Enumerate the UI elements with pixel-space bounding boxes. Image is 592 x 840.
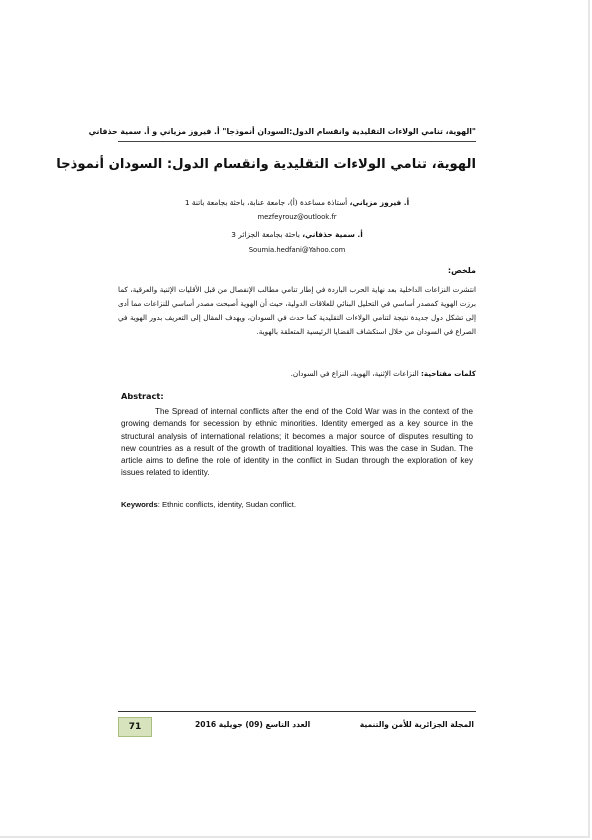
english-abstract-text: The Spread of internal conflicts after the end of the Cold War was in the context of the growing demands for secession by ethnic minorities. Identity emerged as a key source in the structural analysis of international relations; it becomes a major source of disputes resulting to new countries as a result of the growth of traditional loyalties. This was the case in Sudan. The article aims to define the role of identity in the conflict in Sudan through the exploration of key issues related to identity.: [121, 407, 473, 478]
author-2-affiliation: باحثة بجامعة الجزائر 3: [231, 230, 300, 239]
author-2-name: أ. سمية حذفاني،: [302, 230, 363, 239]
english-keywords-list: : Ethnic conflicts, identity, Sudan conflict.: [157, 500, 297, 509]
author-2-line: [118, 230, 476, 239]
author-1-name: أ. فيروز مزياني،: [349, 198, 410, 207]
english-keywords: [121, 500, 296, 509]
author-1-email: mezfeyrouz@outlook.fr: [257, 213, 337, 221]
author-1-line: [118, 198, 476, 207]
arabic-abstract-heading: ملخص:: [447, 266, 476, 275]
page-number: 71: [118, 717, 152, 737]
arabic-keywords-list: النزاعات الإثنية، الهوية، النزاع في السودان.: [290, 369, 419, 378]
arabic-keywords: [118, 369, 476, 378]
arabic-abstract-text: انتشرت النزاعات الداخلية بعد نهاية الحرب الباردة في إطار تنامي مطالب الإنفصال من قبل الأقليات الإثنية والعرقية، كما برزت الهوية كمصدر أساسي في التحليل البنائي للعلاقات الدولية، حيث أن الهوية أصبحت مصدر أساسي للنزاعات مما أدى إلى تشكل دول جديدة نتيجة لتنامي الولاءات التقليدية كما حدث في السودان، ويهدف المقال إلى التعريف بدور الهوية في الصراع في السودان من خلال استكشاف القضايا الرئيسية المتعلقة بالهوية.: [118, 285, 476, 336]
arabic-keywords-label: كلمات مفتاحية:: [421, 369, 476, 378]
header-divider: [118, 141, 476, 142]
footer-journal-name: المجلة الجزائرية للأمن والتنمية: [359, 720, 474, 729]
footer-divider: [118, 711, 476, 712]
running-header: "الهوية، تنامي الولاءات التقليدية وانقسام الدول:السودان أنموذجا" أ. فيروز مزياني و أ. سمية حذفاني: [88, 127, 476, 136]
english-abstract-heading: Abstract:: [121, 391, 164, 401]
english-keywords-label: Keywords: [121, 500, 158, 509]
article-title: الهوية، تنامي الولاءات التقليدية وانقسام الدول: السودان أنموذجا: [56, 157, 476, 172]
author-2-email: Soumia.hedfani@Yahoo.com: [248, 246, 346, 254]
footer-issue: العدد التاسع (09) جويلية 2016: [195, 720, 311, 729]
author-1-affiliation: أستاذة مساعدة (أ)، جامعة عنابة، باحثة بجامعة باتنة 1: [184, 198, 348, 207]
